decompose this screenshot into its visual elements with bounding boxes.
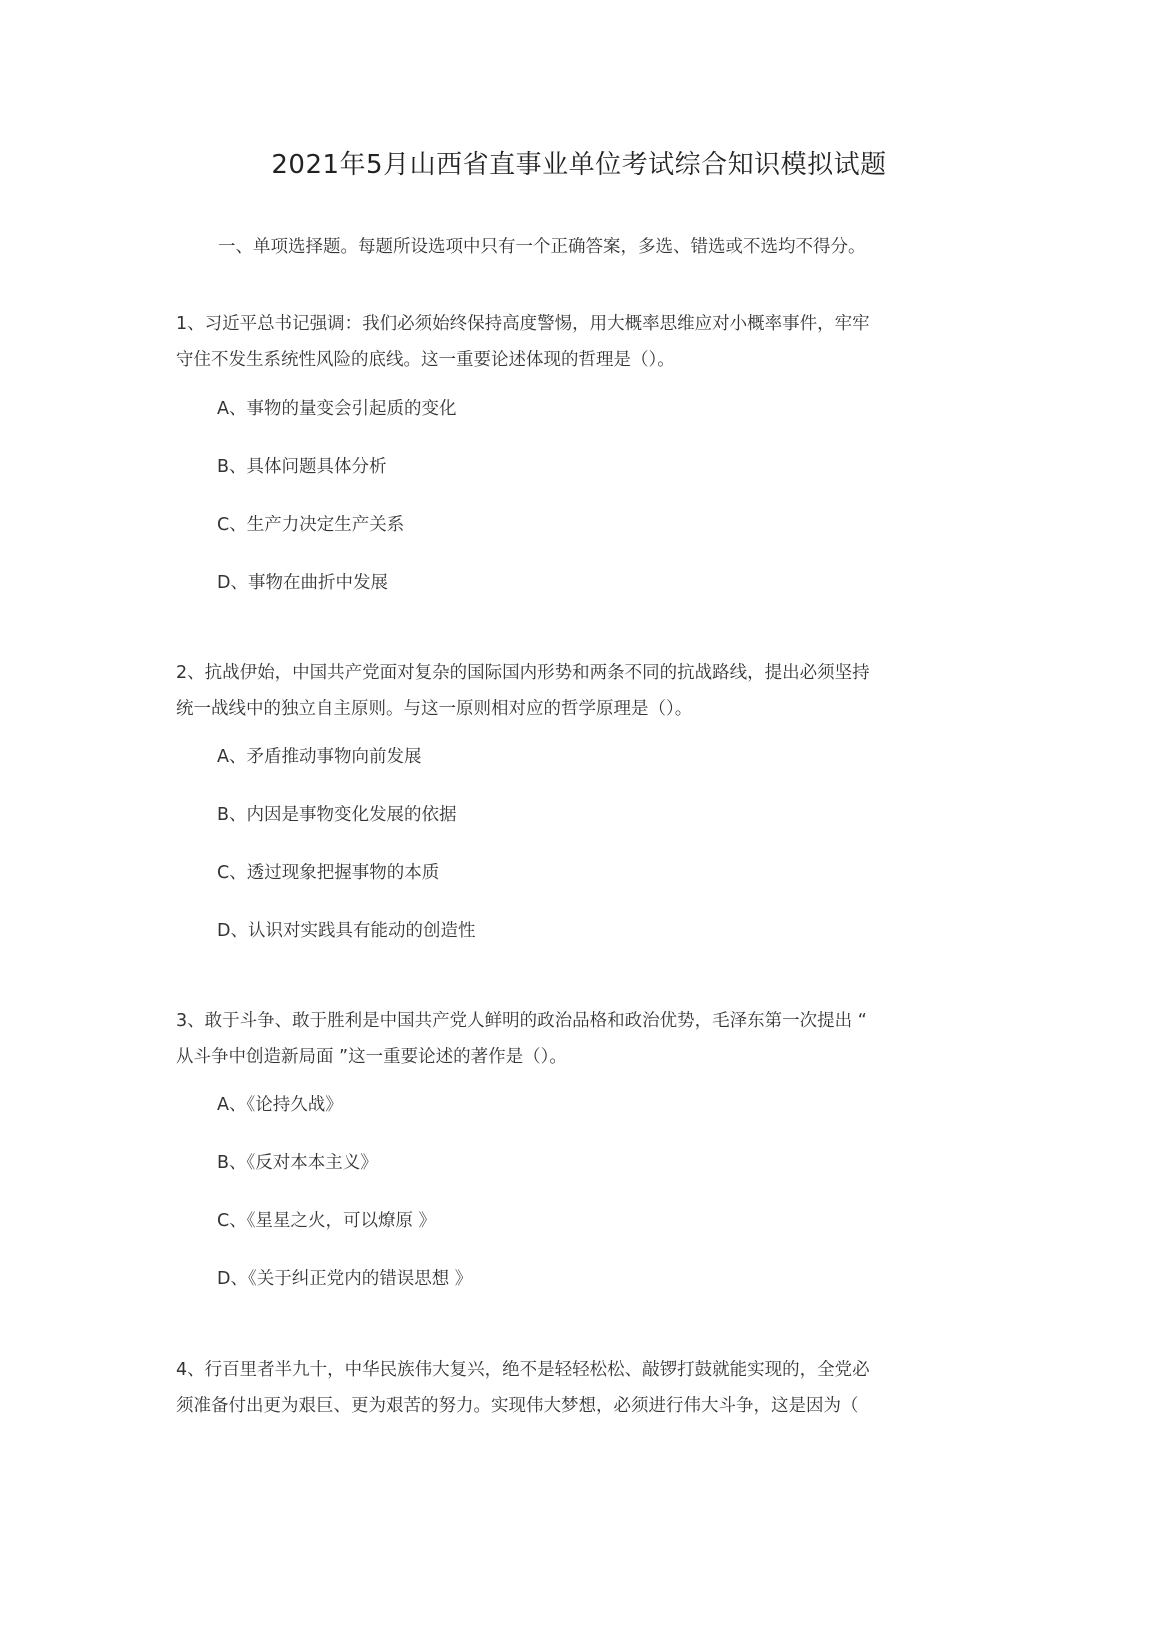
option-a: A、事物的量变会引起质的变化 bbox=[217, 399, 457, 419]
question-4 bbox=[176, 1352, 976, 1424]
option-c: C、生产力决定生产关系 bbox=[217, 515, 405, 535]
question-text-line: 须准备付出更为艰巨、更为艰苦的努力。实现伟大梦想，必须进行伟大斗争，这是因为（ bbox=[176, 1396, 859, 1416]
question-text-line: 2、抗战伊始，中国共产党面对复杂的国际国内形势和两条不同的抗战路线，提出必须坚持 bbox=[176, 663, 870, 683]
question-text-line: 3、敢于斗争、敢于胜利是中国共产党人鲜明的政治品格和政治优势，毛泽东第一次提出 “ bbox=[176, 1011, 867, 1031]
question-text-line: 4、行百里者半九十，中华民族伟大复兴，绝不是轻轻松松、敲锣打鼓就能实现的，全党必 bbox=[176, 1360, 870, 1380]
question-1 bbox=[176, 306, 976, 378]
question-2 bbox=[176, 655, 976, 727]
question-text-line: 从斗争中创造新局面 ”这一重要论述的著作是（）。 bbox=[176, 1047, 567, 1067]
option-d: D、事物在曲折中发展 bbox=[217, 573, 388, 593]
option-a: A、矛盾推动事物向前发展 bbox=[217, 747, 422, 767]
section-heading: 一、单项选择题。每题所设选项中只有一个正确答案，多选、错选或不选均不得分。 bbox=[218, 237, 866, 257]
question-text-line: 守住不发生系统性风险的底线。这一重要论述体现的哲理是（）。 bbox=[176, 350, 675, 370]
document-title: 2021年5月山西省直事业单位考试综合知识模拟试题 bbox=[271, 150, 887, 180]
option-c: C、《星星之火，可以燎原 》 bbox=[217, 1211, 437, 1231]
question-3 bbox=[176, 1003, 976, 1075]
question-text-line: 1、习近平总书记强调：我们必须始终保持高度警惕，用大概率思维应对小概率事件，牢牢 bbox=[176, 314, 870, 334]
option-d: D、认识对实践具有能动的创造性 bbox=[217, 921, 476, 941]
option-b: B、《反对本本主义》 bbox=[217, 1153, 378, 1173]
option-d: D、《关于纠正党内的错误思想 》 bbox=[217, 1269, 473, 1289]
option-b: B、具体问题具体分析 bbox=[217, 457, 387, 477]
option-c: C、透过现象把握事物的本质 bbox=[217, 863, 440, 883]
question-text-line: 统一战线中的独立自主原则。与这一原则相对应的哲学原理是（）。 bbox=[176, 699, 693, 719]
option-b: B、内因是事物变化发展的依据 bbox=[217, 805, 457, 825]
option-a: A、《论持久战》 bbox=[217, 1095, 343, 1115]
